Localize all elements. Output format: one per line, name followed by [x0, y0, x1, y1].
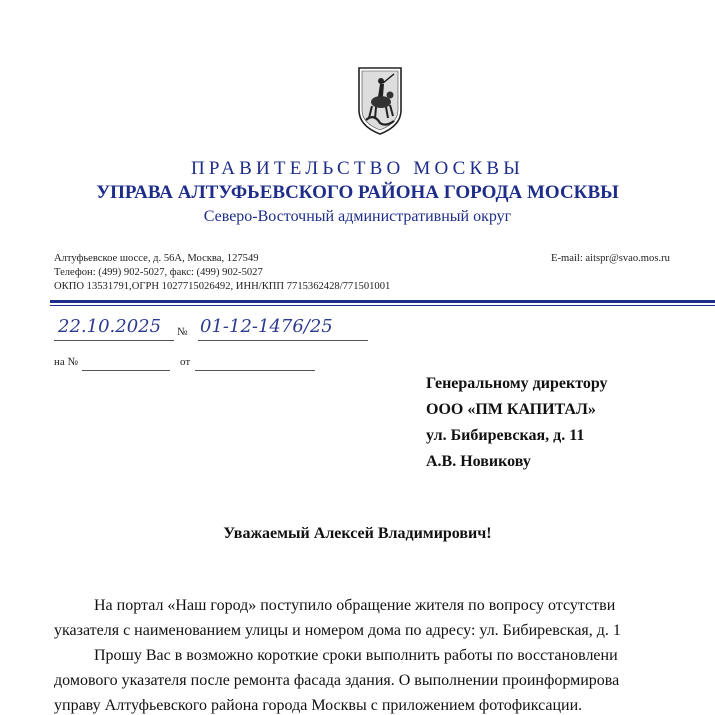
contact-okpo: ОКПО 13531791,ОГРН 1027715026492, ИНН/КПП 7715362428/771501001	[54, 281, 391, 292]
body-line: указателя с наименованием улицы и номером дома по адресу: ул. Бибиревская, д. 1	[54, 622, 621, 639]
okrug-subtitle: Северо-Восточный административный округ	[203, 208, 512, 225]
body-line: домового указателя после ремонта фасада здания. О выполнении проинформирова	[54, 672, 620, 689]
body-line: На портал «Наш город» поступило обращение жителя по вопросу отсутстви	[94, 597, 616, 614]
body-line: управу Алтуфьевского района города Москвы с приложением фотофиксации.	[54, 697, 583, 714]
body-line: Прошу Вас в возможно короткие сроки выполнить работы по восстановлени	[94, 647, 618, 664]
addressee-line: ул. Бибиревская, д. 11	[426, 427, 585, 444]
contact-phone: Телефон: (499) 902-5027, факс: (499) 902-5027	[54, 267, 263, 278]
letterhead-divider-thin	[50, 305, 715, 306]
reference-date-underline	[195, 370, 315, 371]
letterhead-divider-thick	[50, 300, 715, 303]
addressee-line: Генеральному директору	[426, 375, 608, 392]
addressee-line: ООО «ПМ КАПИТАЛ»	[426, 401, 596, 418]
moscow-coat-of-arms-icon	[356, 66, 404, 136]
government-title: ПРАВИТЕЛЬСТВО МОСКВЫ	[190, 158, 525, 179]
reference-number-underline	[82, 370, 170, 371]
registration-number-label: №	[177, 326, 188, 338]
reference-number-label: на №	[54, 356, 79, 368]
reference-date-label: от	[180, 356, 191, 368]
date-underline	[54, 340, 174, 341]
addressee-line: А.В. Новикову	[426, 453, 531, 470]
contact-address: Алтуфьевское шоссе, д. 56А, Москва, 127549	[54, 253, 259, 264]
greeting: Уважаемый Алексей Владимирович!	[223, 525, 492, 542]
registration-date: 22.10.2025	[58, 316, 162, 337]
uprava-title: УПРАВА АЛТУФЬЕВСКОГО РАЙОНА ГОРОДА МОСКВЫ	[96, 182, 619, 203]
number-underline	[198, 340, 368, 341]
contact-email: E-mail: aitspr@svao.mos.ru	[551, 253, 670, 264]
registration-number: 01-12-1476/25	[200, 316, 333, 337]
